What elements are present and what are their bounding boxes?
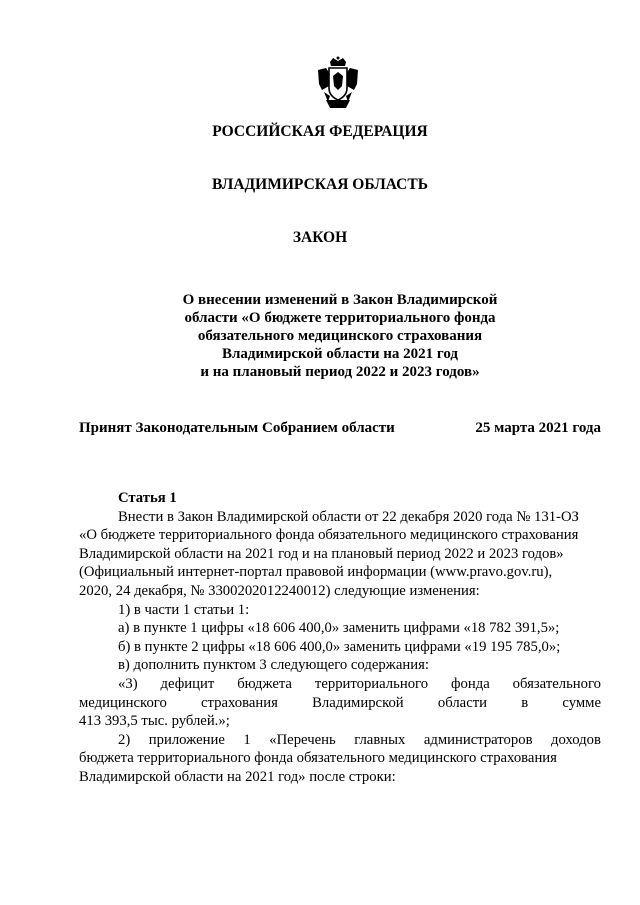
paragraph-line: (Официальный интернет-портал правовой информации (www.pravo.gov.ru), xyxy=(79,564,553,581)
word: страхования xyxy=(201,694,278,711)
paragraph-line: 2020, 24 декабря, № 3300202012240012) следующие изменения: xyxy=(79,582,480,599)
quote-line xyxy=(79,675,601,694)
paragraph-line: Внести в Закон Владимирской области от 22 декабря 2020 года № 131-ОЗ xyxy=(118,508,579,525)
word: фонда xyxy=(451,675,490,692)
word: области xyxy=(437,694,487,711)
word: дефицит xyxy=(160,675,215,692)
paragraph-line: бюджета территориального фонда обязательного медицинского страхования xyxy=(79,750,557,767)
word: территориального xyxy=(314,675,429,692)
word: обязательного xyxy=(512,675,601,692)
law-title-line: О внесении изменений в Закон Владимирской xyxy=(182,292,498,308)
word: «3) xyxy=(118,675,138,692)
list-item: в) дополнить пунктом 3 следующего содержания: xyxy=(118,657,429,674)
region-heading: ВЛАДИМИРСКАЯ ОБЛАСТЬ xyxy=(212,176,428,193)
law-title-line: Владимирской области на 2021 год xyxy=(221,346,459,362)
word: в xyxy=(521,694,529,711)
country-heading: РОССИЙСКАЯ ФЕДЕРАЦИЯ xyxy=(212,123,428,140)
word: приложение xyxy=(148,731,225,748)
document-type-heading: ЗАКОН xyxy=(292,229,348,246)
coat-of-arms-icon xyxy=(316,56,360,110)
law-title-line: обязательного медицинского страхования xyxy=(197,328,483,344)
word: «Перечень xyxy=(269,731,336,748)
law-title-line: области «О бюджете территориального фонда xyxy=(184,310,496,326)
adopted-by: Принят Законодательным Собранием области xyxy=(79,420,395,436)
law-title xyxy=(120,291,560,381)
paragraph-line: Владимирской области на 2021 год» после строки: xyxy=(79,768,396,785)
quote-line: 413 393,5 тыс. рублей.»; xyxy=(79,713,230,730)
article-body xyxy=(79,489,601,787)
list-item: а) в пункте 1 цифры «18 606 400,0» заменить цифрами «18 782 391,5»; xyxy=(118,620,560,637)
law-title-line: и на плановый период 2022 и 2023 годов» xyxy=(200,364,480,380)
word: медицинского xyxy=(79,694,167,711)
word: 2) xyxy=(118,731,131,748)
word: Владимирской xyxy=(312,694,404,711)
word: бюджета xyxy=(237,675,292,692)
word: администраторов xyxy=(423,731,533,748)
article-heading: Статья 1 xyxy=(118,490,177,506)
word: главных xyxy=(354,731,406,748)
list-item: 1) в части 1 статьи 1: xyxy=(118,601,250,618)
word: доходов xyxy=(551,731,601,748)
quote-line xyxy=(79,694,601,713)
list-item: б) в пункте 2 цифры «18 606 400,0» заменить цифрами «19 195 785,0»; xyxy=(118,638,561,655)
word: сумме xyxy=(562,694,601,711)
paragraph-line: Владимирской области на 2021 год и на плановый период 2022 и 2023 годов» xyxy=(79,545,564,562)
list-item xyxy=(79,731,601,750)
paragraph-line: «О бюджете территориального фонда обязательного медицинского страхования xyxy=(79,527,579,544)
adoption-date: 25 марта 2021 года xyxy=(475,420,601,436)
word: 1 xyxy=(243,731,251,748)
